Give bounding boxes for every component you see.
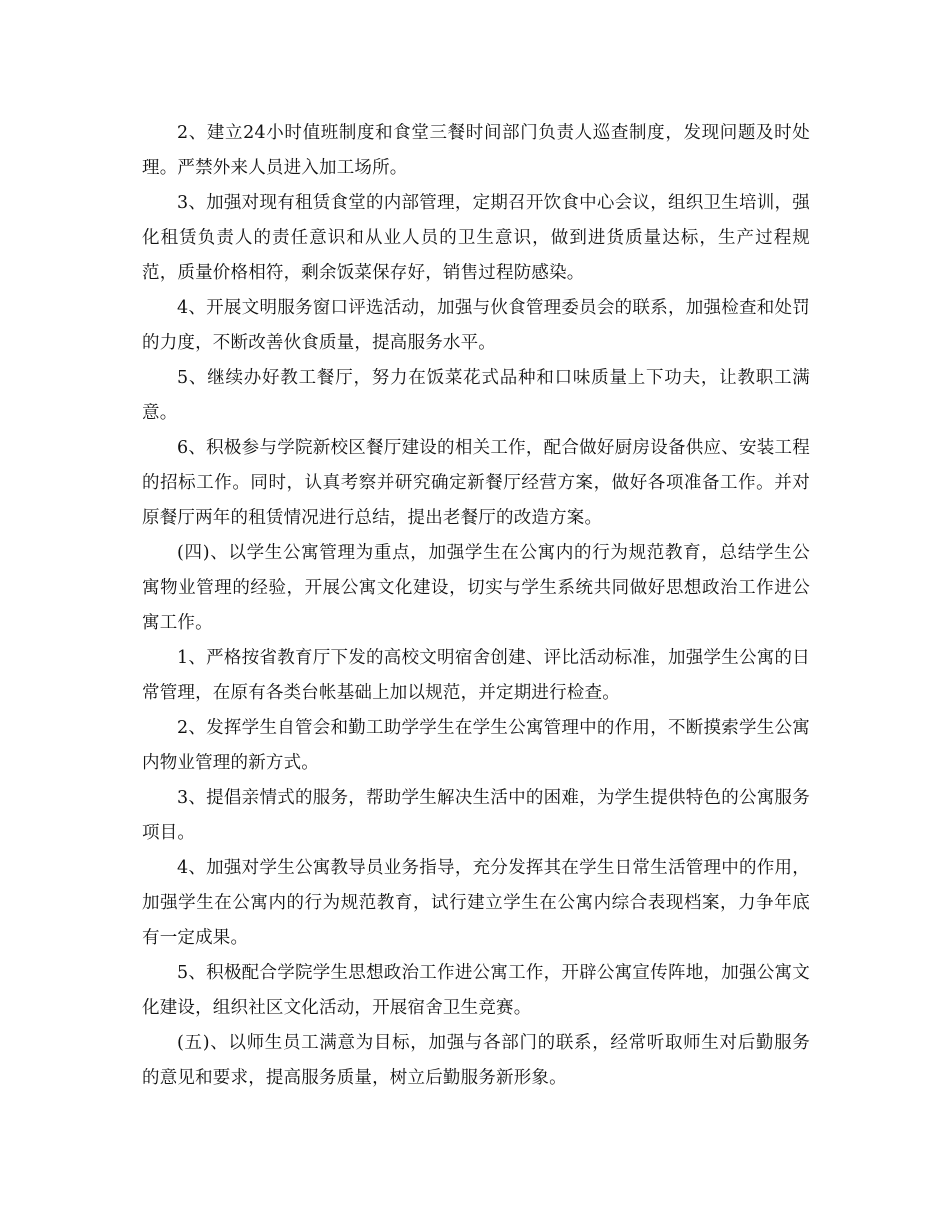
paragraph-apartment-instructor: 4、加强对学生公寓教导员业务指导，充分发挥其在学生日常生活管理中的作用，加强学生在公寓内的行为规范教育，试行建立学生在公寓内综合表现档案，力争年底有一定成果。	[142, 858, 810, 948]
document-body	[142, 116, 810, 1096]
paragraph-canteen-duty: 2、建立24小时值班制度和食堂三餐时间部门负责人巡查制度，发现问题及时处理。严禁外来人员进入加工场所。	[142, 123, 810, 178]
section-heading-apartment: (四)、以学生公寓管理为重点，加强学生在公寓内的行为规范教育，总结学生公寓物业管理的经验，开展公寓文化建设，切实与学生系统共同做好思想政治工作进公寓工作。	[142, 543, 810, 633]
paragraph-staff-restaurant: 5、继续办好教工餐厅，努力在饭菜花式品种和口味质量上下功夫，让教职工满意。	[142, 368, 810, 423]
paragraph-service-window: 4、开展文明服务窗口评选活动，加强与伙食管理委员会的联系，加强检查和处罚的力度，不断改善伙食质量，提高服务水平。	[142, 298, 810, 353]
paragraph-canteen-management: 3、加强对现有租赁食堂的内部管理，定期召开饮食中心会议，组织卫生培训，强化租赁负责人的责任意识和从业人员的卫生意识，做到进货质量达标，生产过程规范，质量价格相符，剩余饭菜保存好，销售过程防感染。	[142, 193, 810, 283]
section-heading-satisfaction: (五)、以师生员工满意为目标，加强与各部门的联系，经常听取师生对后勤服务的意见和要求，提高服务质量，树立后勤服务新形象。	[142, 1033, 810, 1088]
paragraph-caring-service: 3、提倡亲情式的服务，帮助学生解决生活中的困难，为学生提供特色的公寓服务项目。	[142, 788, 810, 843]
paragraph-apartment-culture: 5、积极配合学院学生思想政治工作进公寓工作，开辟公寓宣传阵地，加强公寓文化建设，组织社区文化活动，开展宿舍卫生竞赛。	[142, 963, 810, 1018]
paragraph-student-self-management: 2、发挥学生自管会和勤工助学学生在学生公寓管理中的作用，不断摸索学生公寓内物业管理的新方式。	[142, 718, 810, 773]
paragraph-dorm-standards: 1、严格按省教育厅下发的高校文明宿舍创建、评比活动标准，加强学生公寓的日常管理，在原有各类台帐基础上加以规范，并定期进行检查。	[142, 648, 810, 703]
paragraph-new-campus-restaurant: 6、积极参与学院新校区餐厅建设的相关工作，配合做好厨房设备供应、安装工程的招标工作。同时，认真考察并研究确定新餐厅经营方案，做好各项准备工作。并对原餐厅两年的租赁情况进行总结，提出老餐厅的改造方案。	[142, 438, 810, 528]
